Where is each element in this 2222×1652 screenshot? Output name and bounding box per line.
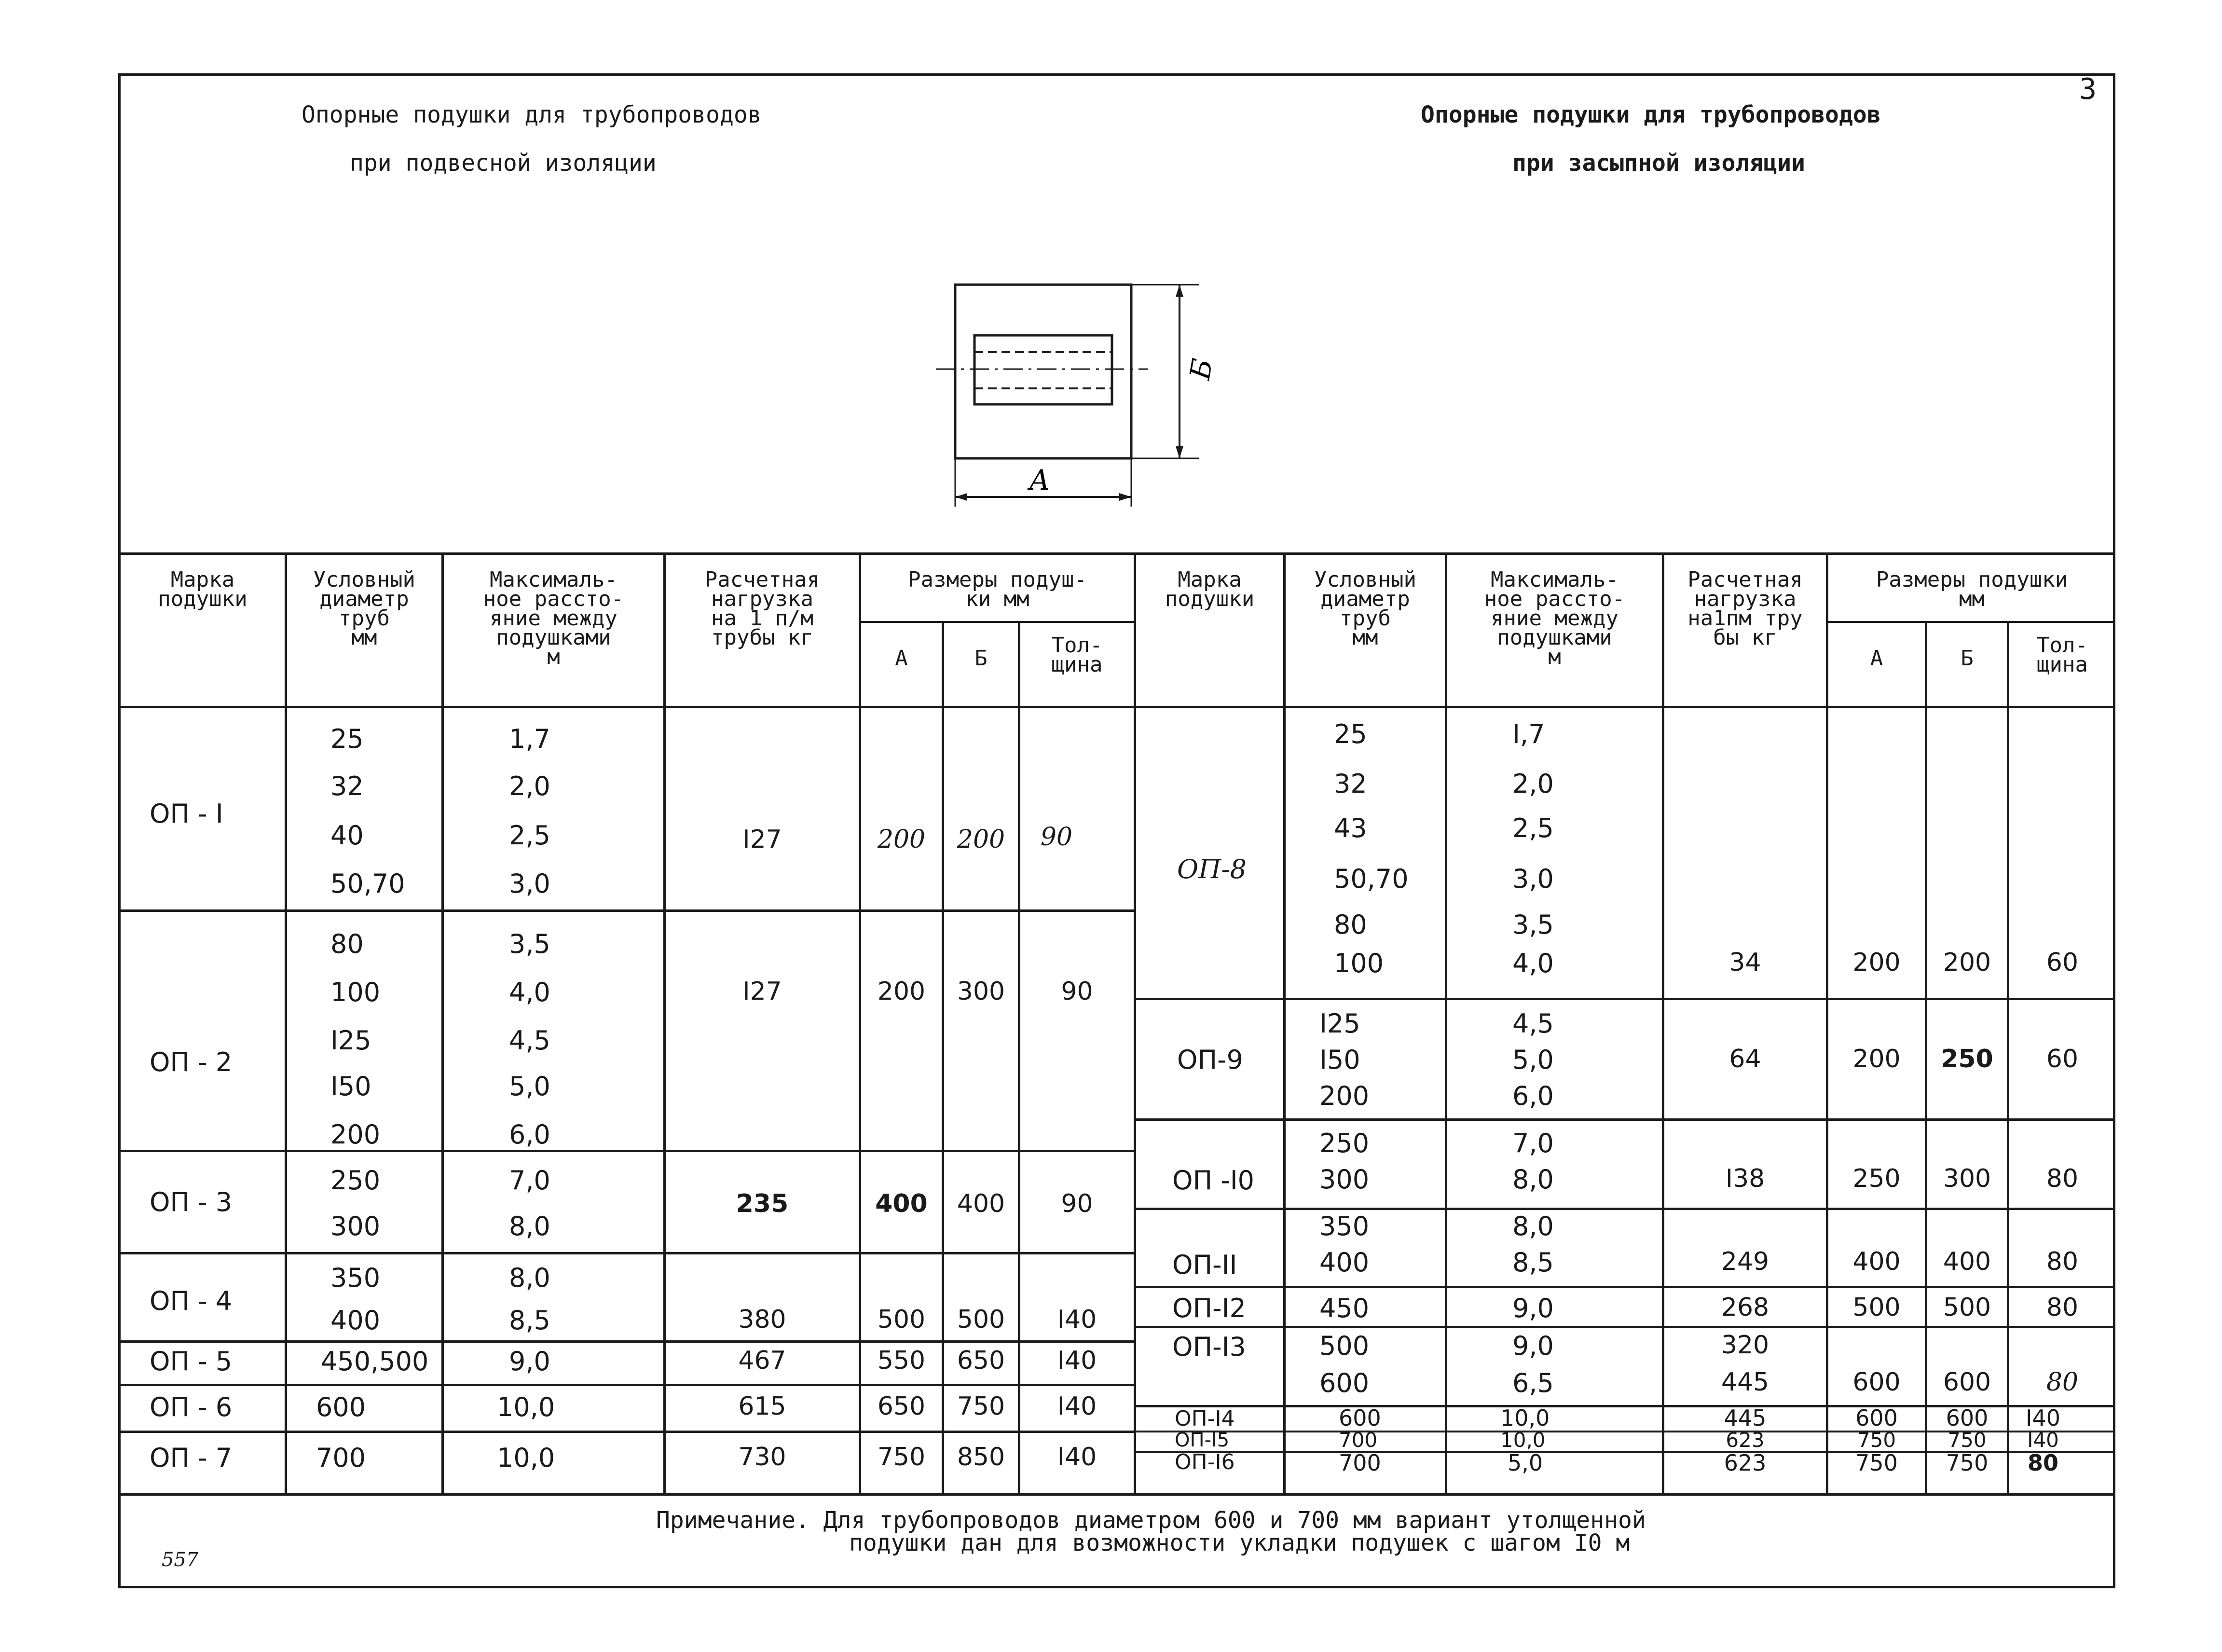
table-cell-diameter: 600 [316,1392,366,1422]
table-cell-mark: ОП - 3 [150,1187,233,1217]
table-cell-distance: 8,5 [1512,1247,1554,1278]
table-cell-a: 750 [1857,1428,1896,1452]
table-cell-distance: I,7 [1512,719,1545,749]
table-cell-diameter: 300 [330,1211,381,1241]
table-cell-a: 200 [877,825,926,854]
table-cell-b: 750 [1948,1428,1987,1452]
table-cell-diameter: 80 [1334,909,1367,940]
left-header-sizes: Размеры подуш- ки мм [908,567,1087,611]
table-cell-distance: 3,0 [1512,864,1554,894]
table-cell-load: 623 [1726,1428,1765,1452]
label-a: А [1029,464,1050,496]
right-header-distance: Максималь- ное рассто- яние между подушками м [1484,567,1625,669]
table-cell-diameter: 25 [330,724,364,754]
table-cell-a: 250 [1852,1164,1901,1193]
table-cell-distance: 10,0 [497,1443,555,1473]
table-cell-b: 400 [1943,1247,1991,1276]
left-title-line1: Опорные подушки для трубопроводов [302,101,762,128]
note-line2: подушки дан для возможности укладки подушек с шагом I0 м [849,1529,1630,1556]
left-header-thickness: Тол- щина [1051,633,1103,677]
left-title-line2: при подвесной изоляции [350,150,657,177]
table-cell-thickness: 90 [1061,1189,1093,1218]
table-cell-a: 500 [877,1305,926,1334]
table-cell-thickness: 60 [2046,1045,2079,1074]
table-cell-mark: ОП-I4 [1175,1406,1235,1431]
table-cell-diameter: 32 [330,771,364,801]
table-cell-diameter: 40 [330,820,364,851]
table-cell-distance: 5,0 [509,1071,550,1101]
table-cell-thickness: I40 [2027,1428,2059,1452]
table-cell-diameter: 450,500 [321,1346,429,1377]
table-cell-thickness: I40 [2025,1405,2061,1431]
table-cell-distance: 9,0 [1512,1293,1554,1323]
table-cell-b: 750 [1946,1450,1989,1476]
right-title-line2: при засыпной изоляции [1512,150,1805,177]
table-cell-diameter: 350 [1319,1211,1370,1241]
left-header-a: А [895,646,908,671]
table-cell-b: 500 [1943,1293,1991,1322]
table-cell-mark: ОП - 4 [150,1286,233,1316]
pad-diagram [917,270,1230,521]
table-cell-b: 400 [957,1189,1005,1218]
right-header-load: Расчетная нагрузка на1пм тру бы кг [1687,567,1803,650]
table-top-rule [118,552,2115,555]
table-cell-distance: 5,0 [1508,1450,1543,1476]
table-cell-distance: 7,0 [1512,1128,1554,1158]
table-cell-distance: 3,0 [509,868,550,899]
table-cell-thickness: 90 [1061,977,1093,1006]
table-cell-load: 445 [1724,1405,1767,1431]
table-cell-load: 445 [1721,1368,1769,1397]
table-cell-load: 380 [738,1305,786,1334]
table-cell-thickness: 60 [2046,948,2079,977]
table-cell-distance: 6,0 [509,1119,550,1150]
header-bottom-rule [118,706,2115,708]
right-header-thickness: Тол- щина [2037,633,2088,677]
table-cell-load: 64 [1729,1045,1761,1074]
table-cell-distance: 10,0 [1500,1428,1546,1452]
table-cell-load: 467 [738,1346,786,1375]
table-cell-distance: 8,0 [509,1211,550,1241]
table-cell-diameter: I25 [330,1025,371,1056]
table-cell-diameter: 250 [1319,1128,1370,1158]
table-cell-mark: ОП - I [150,798,223,829]
table-bottom-rule [118,1493,2115,1496]
table-cell-b: 600 [1946,1405,1989,1431]
table-cell-distance: 4,5 [509,1025,550,1056]
right-header-mark: Марка подушки [1165,567,1255,611]
table-cell-a: 200 [1852,1045,1901,1074]
table-cell-diameter: 700 [316,1443,366,1473]
table-cell-distance: 3,5 [509,929,550,959]
table-cell-load: 320 [1721,1331,1769,1360]
table-cell-diameter: I25 [1319,1008,1360,1039]
table-cell-mark: ОП-I2 [1172,1293,1246,1323]
right-header-diameter: Условный диаметр труб мм [1314,567,1416,650]
table-cell-thickness: 90 [1040,823,1073,852]
table-cell-thickness: 80 [2046,1293,2079,1322]
table-cell-b: 850 [957,1443,1005,1472]
table-cell-diameter: 25 [1334,719,1367,749]
table-cell-mark: ОП-I6 [1175,1450,1235,1474]
table-cell-mark: ОП-II [1172,1250,1237,1280]
note-line1: Примечание. Для трубопроводов диаметром 600 и 700 мм вариант утолщенной [656,1507,1646,1534]
table-cell-thickness: I40 [1057,1346,1097,1375]
table-cell-a: 200 [1852,948,1901,977]
table-cell-diameter: 600 [1319,1368,1370,1398]
table-cell-distance: 8,0 [1512,1164,1554,1195]
table-cell-b: 500 [957,1305,1005,1334]
table-cell-diameter: 50,70 [1334,864,1409,894]
table-cell-thickness: 80 [2046,1368,2079,1397]
table-cell-distance: 2,5 [509,820,550,851]
table-cell-diameter: 43 [1334,813,1367,843]
table-cell-load: 730 [738,1443,786,1472]
table-cell-a: 750 [1855,1450,1898,1476]
right-title-line1: Опорные подушки для трубопроводов [1421,101,1881,128]
table-cell-distance: 4,5 [1512,1008,1554,1039]
table-cell-b: 200 [1943,948,1991,977]
table-cell-mark: ОП-9 [1177,1045,1243,1075]
table-cell-distance: 6,0 [1512,1081,1554,1111]
left-header-distance: Максималь- ное рассто- яние между подушками м [483,567,624,669]
left-header-load: Расчетная нагрузка на 1 п/м трубы кг [704,567,820,650]
table-cell-mark: ОП-I3 [1172,1332,1246,1362]
table-cell-mark: ОП-I5 [1175,1429,1230,1451]
table-cell-distance: 8,0 [1512,1211,1554,1241]
table-cell-diameter: 80 [330,929,364,959]
table-cell-mark: ОП - 5 [150,1346,233,1377]
table-cell-a: 400 [1852,1247,1901,1276]
table-cell-load: 268 [1721,1293,1769,1322]
table-cell-mark: ОП-8 [1177,854,1247,884]
table-cell-b: 650 [957,1346,1005,1375]
table-cell-diameter: I50 [1319,1045,1360,1075]
table-cell-b: 300 [957,977,1005,1006]
table-cell-distance: 10,0 [497,1392,555,1422]
table-cell-a: 400 [875,1189,928,1218]
sheet-code: 557 [162,1549,199,1571]
table-cell-distance: 7,0 [509,1165,550,1196]
table-cell-distance: 9,0 [1512,1331,1554,1361]
table-cell-load: 249 [1721,1247,1769,1276]
table-cell-load: I38 [1725,1164,1765,1193]
table-cell-diameter: 450 [1319,1293,1370,1323]
table-cell-diameter: 250 [330,1165,381,1196]
table-cell-distance: 4,0 [1512,948,1554,978]
table-cell-distance: 5,0 [1512,1045,1554,1075]
table-cell-thickness: 80 [2027,1450,2058,1476]
table-cell-a: 550 [877,1346,926,1375]
table-cell-load: 623 [1724,1450,1767,1476]
table-cell-mark: ОП -I0 [1172,1165,1255,1196]
table-cell-thickness: 80 [2046,1247,2079,1276]
table-cell-diameter: 100 [330,977,381,1007]
table-cell-load: I27 [742,977,782,1006]
table-cell-a: 500 [1852,1293,1901,1322]
table-cell-diameter: 700 [1339,1428,1378,1452]
pad-outline [955,285,1131,458]
table-cell-diameter: 50,70 [330,868,405,899]
table-cell-diameter: 200 [330,1119,381,1150]
table-cell-distance: 8,5 [509,1305,550,1335]
right-header-a: А [1870,646,1883,671]
table-cell-thickness: I40 [1057,1305,1097,1334]
left-header-diameter: Условный диаметр труб мм [313,567,415,650]
table-cell-distance: 2,5 [1512,813,1554,843]
left-header-b: Б [974,646,988,671]
left-header-mark: Марка подушки [158,567,247,611]
table-cell-diameter: 100 [1334,948,1384,978]
page-number: 3 [2079,72,2097,106]
table-cell-thickness: 80 [2046,1164,2079,1193]
label-b: Б [1183,356,1220,382]
table-cell-load: 615 [738,1392,786,1421]
table-cell-diameter: 500 [1319,1331,1370,1361]
table-cell-distance: 2,0 [1512,769,1554,799]
table-cell-distance: 1,7 [509,724,550,754]
table-cell-diameter: 300 [1319,1164,1370,1195]
table-cell-distance: 2,0 [509,771,550,801]
table-cell-distance: 9,0 [509,1346,550,1377]
table-cell-mark: ОП - 6 [150,1392,233,1422]
table-cell-load: 235 [736,1189,789,1218]
table-cell-thickness: I40 [1057,1443,1097,1472]
table-cell-mark: ОП - 7 [150,1443,233,1473]
table-cell-thickness: I40 [1057,1392,1097,1421]
table-cell-diameter: 200 [1319,1081,1370,1111]
table-cell-distance: 10,0 [1500,1405,1550,1431]
table-cell-load: 34 [1729,948,1761,977]
table-cell-a: 200 [877,977,926,1006]
table-cell-b: 750 [957,1392,1005,1421]
table-cell-a: 750 [877,1443,926,1472]
table-cell-b: 200 [957,825,1005,854]
table-cell-diameter: 350 [330,1263,381,1293]
table-cell-b: 300 [1943,1164,1991,1193]
table-cell-diameter: 32 [1334,769,1367,799]
table-cell-a: 600 [1855,1405,1898,1431]
table-cell-diameter: 600 [1339,1405,1381,1431]
table-cell-diameter: I50 [330,1071,371,1101]
table-cell-mark: ОП - 2 [150,1047,233,1077]
table-cell-diameter: 400 [1319,1247,1370,1278]
table-cell-distance: 3,5 [1512,909,1554,940]
table-cell-a: 600 [1852,1368,1901,1397]
table-cell-b: 600 [1943,1368,1991,1397]
table-cell-a: 650 [877,1392,926,1421]
table-cell-distance: 8,0 [509,1263,550,1293]
table-cell-distance: 6,5 [1512,1368,1554,1398]
table-cell-distance: 4,0 [509,977,550,1007]
table-cell-b: 250 [1941,1045,1993,1074]
right-header-sizes: Размеры подушки мм [1876,567,2068,611]
table-cell-diameter: 400 [330,1305,381,1335]
table-cell-load: I27 [742,825,782,854]
right-header-b: Б [1961,646,1974,671]
table-cell-diameter: 700 [1339,1450,1381,1476]
